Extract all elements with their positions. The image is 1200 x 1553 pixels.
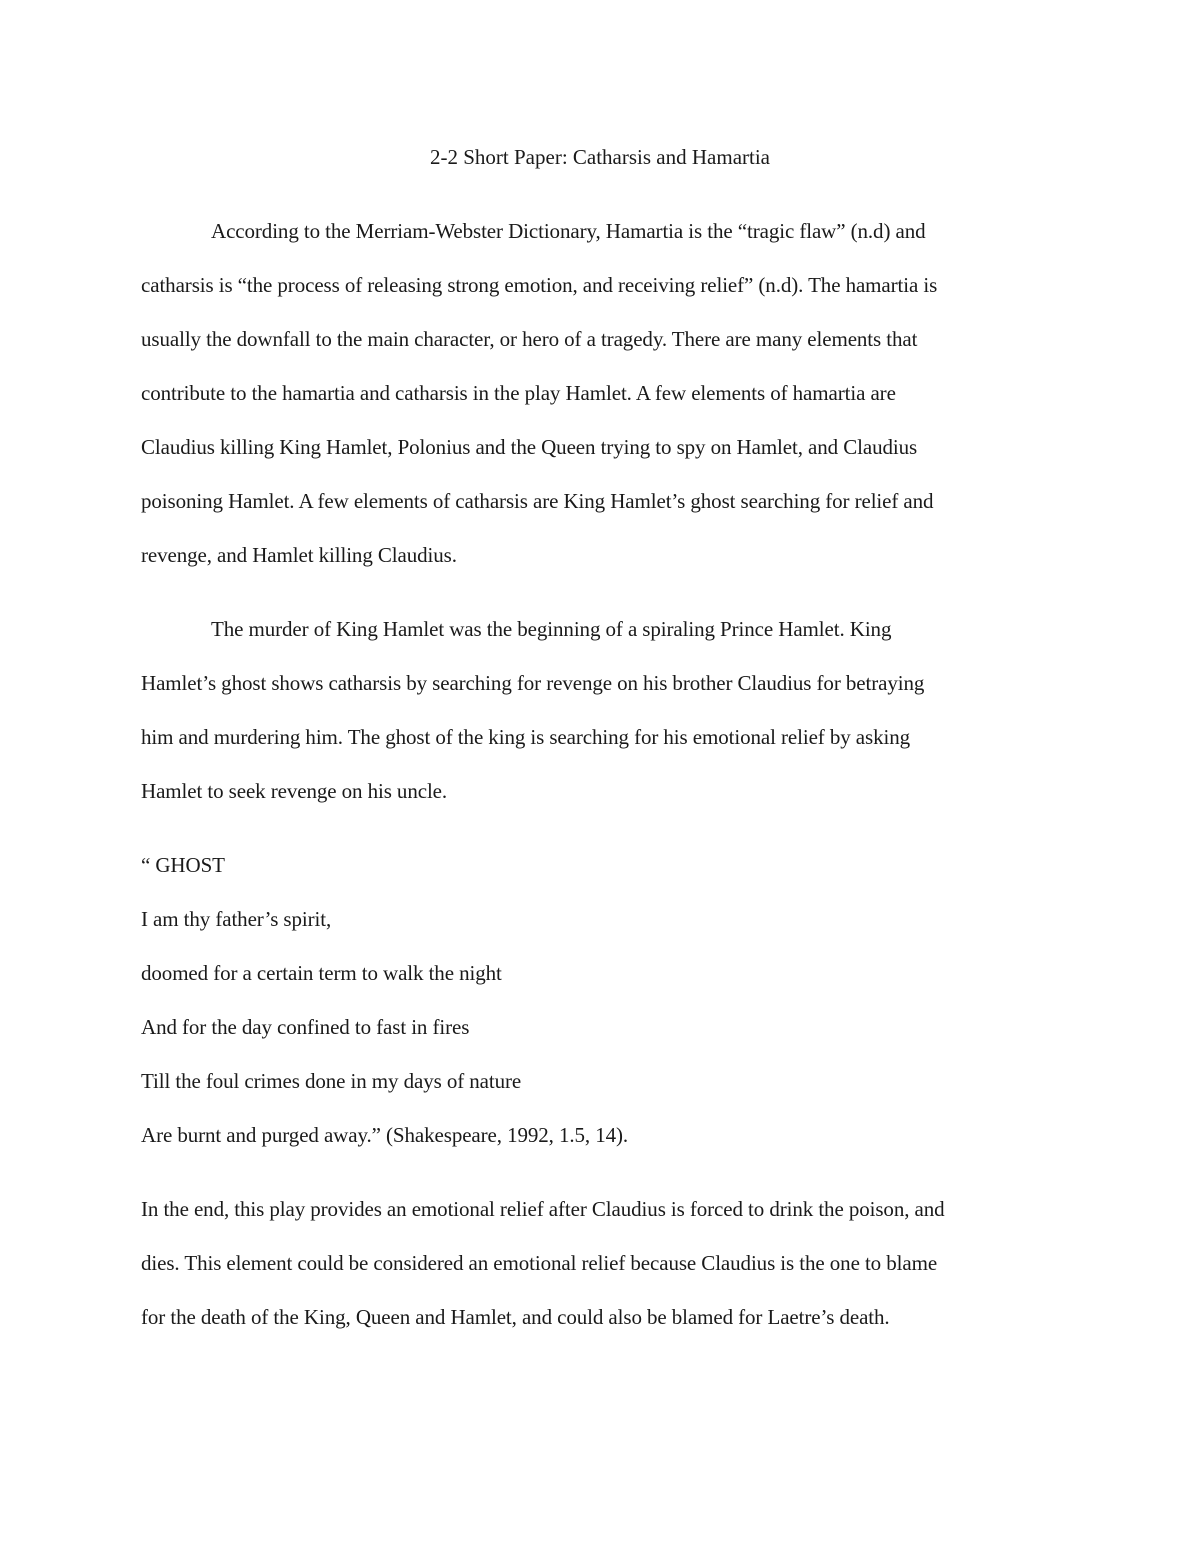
paragraph-1-line: According to the Merriam-Webster Dictionary, Hamartia is the “tragic flaw” (n.d) and [211,219,926,243]
paragraph-1-line: Claudius killing King Hamlet, Polonius and the Queen trying to spy on Hamlet, and Claudius [141,435,918,459]
paragraph-2-line: Hamlet to seek revenge on his uncle. [141,779,448,803]
paragraph-3-line: for the death of the King, Queen and Hamlet, and could also be blamed for Laetre’s death. [141,1305,890,1329]
paragraph-2-line: him and murdering him. The ghost of the king is searching for his emotional relief by asking [141,725,911,749]
quote-line: Till the foul crimes done in my days of nature [141,1069,522,1093]
quote-line: doomed for a certain term to walk the night [141,961,502,985]
quote-line: “ GHOST [141,853,225,877]
paper-title: 2-2 Short Paper: Catharsis and Hamartia [430,145,770,169]
quote-citation-line: Are burnt and purged away.” (Shakespeare, 1992, 1.5, 14). [141,1123,629,1147]
paragraph-1-line: usually the downfall to the main character, or hero of a tragedy. There are many elements that [141,327,918,351]
paragraph-1-line: catharsis is “the process of releasing strong emotion, and receiving relief” (n.d). The hamartia is [141,273,938,297]
paragraph-2-line: The murder of King Hamlet was the beginning of a spiraling Prince Hamlet. King [211,617,892,641]
paragraph-1-line: revenge, and Hamlet killing Claudius. [141,543,457,567]
paragraph-1-line: contribute to the hamartia and catharsis in the play Hamlet. A few elements of hamartia are [141,381,896,405]
paragraph-1-line: poisoning Hamlet. A few elements of catharsis are King Hamlet’s ghost searching for relief and [141,489,934,513]
quote-line: And for the day confined to fast in fires [141,1015,470,1039]
paragraph-3-line: dies. This element could be considered an emotional relief because Claudius is the one to blame [141,1251,938,1275]
paragraph-3-line: In the end, this play provides an emotional relief after Claudius is forced to drink the poison, and [141,1197,945,1221]
quote-line: I am thy father’s spirit, [141,907,332,931]
paragraph-2-line: Hamlet’s ghost shows catharsis by searching for revenge on his brother Claudius for betraying [141,671,925,695]
